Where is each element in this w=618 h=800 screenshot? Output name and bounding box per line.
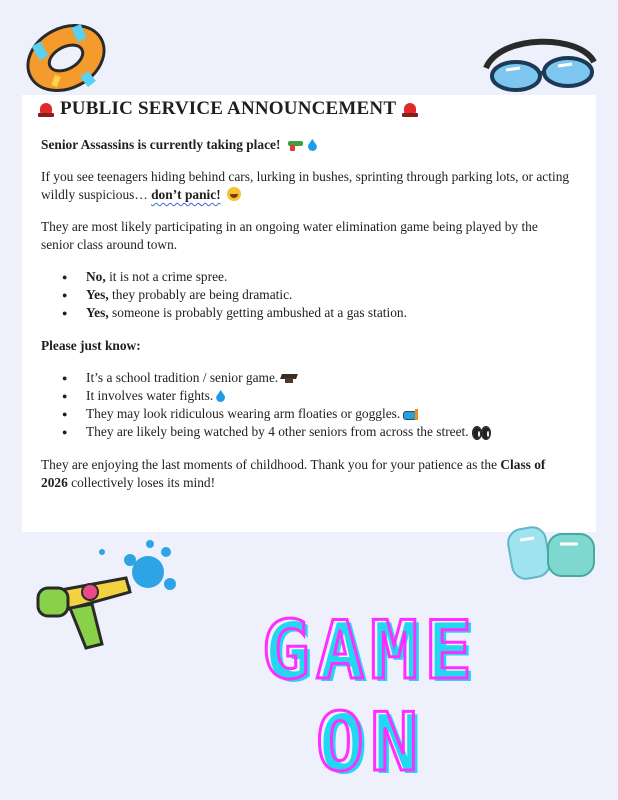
banner-line-1: GAME (261, 604, 479, 697)
list-item-text: someone is probably getting ambushed at a gas station. (108, 305, 407, 320)
announcement-content (41, 100, 571, 506)
graduation-cap-icon (281, 373, 297, 384)
list-item-bold: Yes, (86, 305, 109, 320)
know-heading: Please just know: (41, 338, 141, 353)
facts-list (41, 369, 571, 441)
siren-icon (38, 102, 54, 117)
paragraph-1 (41, 168, 571, 204)
paragraph-2: They are most likely participating in an ongoing water elimination game being played by the senior class around town. (41, 219, 538, 252)
lead-paragraph (41, 136, 571, 154)
list-item-text: it is not a crime spree. (105, 269, 228, 284)
list-item (86, 268, 571, 286)
list-item (86, 405, 571, 423)
closing-text: They are enjoying the last moments of childhood. Thank you for your patience as the (41, 457, 501, 472)
list-item-text: They are likely being watched by 4 other seniors from across the street. (86, 424, 469, 439)
closing-paragraph (41, 456, 571, 492)
list-item-text: It involves water fights. (86, 388, 214, 403)
swim-ring-icon (14, 14, 114, 100)
list-item-text: they probably are being dramatic. (108, 287, 293, 302)
eyes-icon (472, 426, 490, 438)
title-text: PUBLIC SERVICE ANNOUNCEMENT (60, 98, 397, 119)
list-item (86, 369, 571, 387)
laughing-face-icon (227, 187, 241, 201)
list-item (86, 423, 571, 441)
closing-text-end: collectively loses its mind! (67, 475, 216, 490)
list-item (86, 387, 571, 405)
banner-line-2: ON (315, 696, 425, 789)
diving-mask-icon (403, 409, 419, 420)
water-drop-icon (308, 139, 317, 151)
list-item-bold: No, (86, 269, 106, 284)
game-on-banner (200, 605, 540, 789)
page-title (38, 100, 571, 118)
reassurance-list (41, 268, 571, 322)
siren-icon (402, 102, 418, 117)
list-item (86, 286, 571, 304)
lead-text: Senior Assassins is currently taking place! (41, 137, 281, 152)
list-item-bold: Yes, (86, 287, 109, 302)
list-item-text: It’s a school tradition / senior game. (86, 370, 279, 385)
goggles-icon (480, 28, 600, 98)
list-item-text: They may look ridiculous wearing arm floaties or goggles. (86, 406, 401, 421)
arm-floaties-icon (504, 520, 604, 590)
list-item (86, 304, 571, 322)
class-year-text: Class of 2026 (41, 457, 546, 490)
water-drop-icon (216, 390, 225, 402)
paragraph-1-text: If you see teenagers hiding behind cars, lurking in bushes, sprinting through parking lots, or acting wildly suspicious… (41, 169, 570, 202)
water-gun-icon (30, 530, 180, 670)
water-gun-icon (287, 140, 305, 151)
dont-panic-text: don’t panic! (151, 187, 221, 202)
